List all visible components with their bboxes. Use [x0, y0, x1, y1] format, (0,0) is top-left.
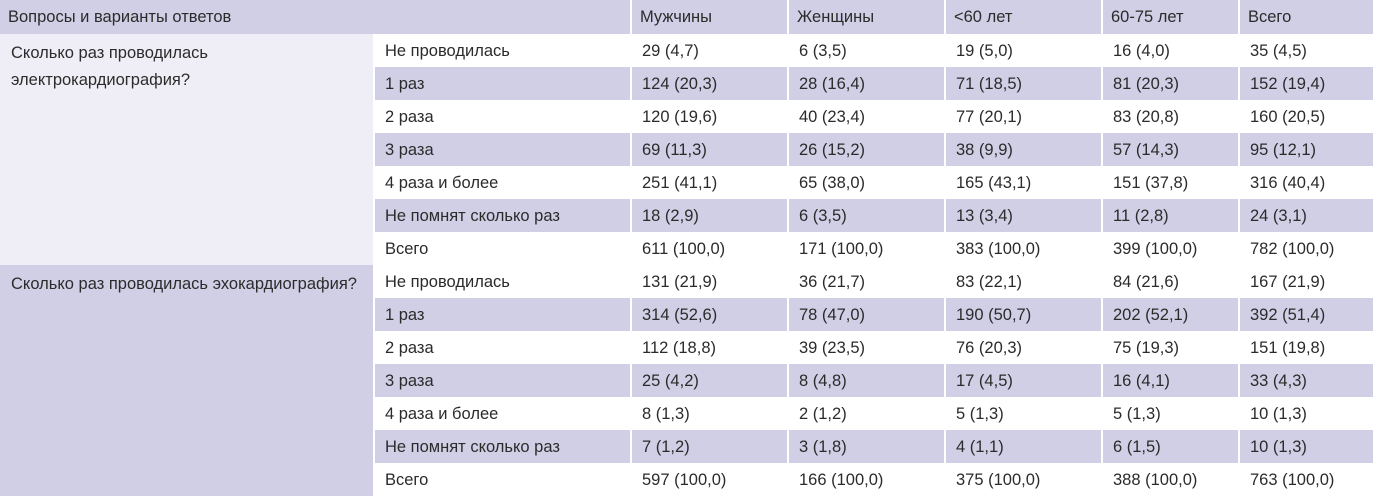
under-60-cell: 77 (20,1): [945, 100, 1102, 133]
age-60-75-cell: 75 (19,3): [1102, 331, 1239, 364]
answer-cell: Не помнят сколько раз: [374, 430, 631, 463]
men-cell: 251 (41,1): [631, 166, 788, 199]
header-total: Всего: [1239, 0, 1373, 34]
women-cell: 65 (38,0): [788, 166, 945, 199]
answer-cell: 2 раза: [374, 331, 631, 364]
total-cell: 10 (1,3): [1239, 430, 1373, 463]
women-cell: 8 (4,8): [788, 364, 945, 397]
age-60-75-cell: 16 (4,0): [1102, 34, 1239, 67]
answer-cell: Всего: [374, 463, 631, 496]
age-60-75-cell: 6 (1,5): [1102, 430, 1239, 463]
total-cell: 95 (12,1): [1239, 133, 1373, 166]
under-60-cell: 375 (100,0): [945, 463, 1102, 496]
women-cell: 40 (23,4): [788, 100, 945, 133]
total-cell: 316 (40,4): [1239, 166, 1373, 199]
question-cell: Сколько раз проводилась эхокардиография?: [0, 265, 374, 496]
header-under-60: <60 лет: [945, 0, 1102, 34]
men-cell: 131 (21,9): [631, 265, 788, 298]
header-60-75: 60-75 лет: [1102, 0, 1239, 34]
header-row: [0, 0, 1373, 34]
under-60-cell: 71 (18,5): [945, 67, 1102, 100]
under-60-cell: 383 (100,0): [945, 232, 1102, 265]
age-60-75-cell: 399 (100,0): [1102, 232, 1239, 265]
total-cell: 33 (4,3): [1239, 364, 1373, 397]
women-cell: 36 (21,7): [788, 265, 945, 298]
total-cell: 24 (3,1): [1239, 199, 1373, 232]
under-60-cell: 5 (1,3): [945, 397, 1102, 430]
under-60-cell: 76 (20,3): [945, 331, 1102, 364]
age-60-75-cell: 16 (4,1): [1102, 364, 1239, 397]
age-60-75-cell: 84 (21,6): [1102, 265, 1239, 298]
table-row: [0, 34, 1373, 67]
answer-cell: Всего: [374, 232, 631, 265]
answer-cell: 3 раза: [374, 133, 631, 166]
total-cell: 35 (4,5): [1239, 34, 1373, 67]
age-60-75-cell: 5 (1,3): [1102, 397, 1239, 430]
total-cell: 392 (51,4): [1239, 298, 1373, 331]
answer-cell: 2 раза: [374, 100, 631, 133]
answer-cell: 3 раза: [374, 364, 631, 397]
under-60-cell: 83 (22,1): [945, 265, 1102, 298]
women-cell: 26 (15,2): [788, 133, 945, 166]
answer-cell: 4 раза и более: [374, 397, 631, 430]
total-cell: 763 (100,0): [1239, 463, 1373, 496]
total-cell: 782 (100,0): [1239, 232, 1373, 265]
under-60-cell: 13 (3,4): [945, 199, 1102, 232]
women-cell: 171 (100,0): [788, 232, 945, 265]
under-60-cell: 4 (1,1): [945, 430, 1102, 463]
answer-cell: 1 раз: [374, 67, 631, 100]
women-cell: 6 (3,5): [788, 199, 945, 232]
age-60-75-cell: 81 (20,3): [1102, 67, 1239, 100]
total-cell: 152 (19,4): [1239, 67, 1373, 100]
total-cell: 10 (1,3): [1239, 397, 1373, 430]
answer-cell: Не проводилась: [374, 265, 631, 298]
men-cell: 29 (4,7): [631, 34, 788, 67]
answer-cell: Не помнят сколько раз: [374, 199, 631, 232]
table-row: [0, 265, 1373, 298]
total-cell: 151 (19,8): [1239, 331, 1373, 364]
men-cell: 314 (52,6): [631, 298, 788, 331]
men-cell: 597 (100,0): [631, 463, 788, 496]
age-60-75-cell: 11 (2,8): [1102, 199, 1239, 232]
under-60-cell: 17 (4,5): [945, 364, 1102, 397]
women-cell: 3 (1,8): [788, 430, 945, 463]
men-cell: 69 (11,3): [631, 133, 788, 166]
age-60-75-cell: 57 (14,3): [1102, 133, 1239, 166]
under-60-cell: 19 (5,0): [945, 34, 1102, 67]
header-women: Женщины: [788, 0, 945, 34]
women-cell: 78 (47,0): [788, 298, 945, 331]
age-60-75-cell: 83 (20,8): [1102, 100, 1239, 133]
age-60-75-cell: 388 (100,0): [1102, 463, 1239, 496]
women-cell: 2 (1,2): [788, 397, 945, 430]
men-cell: 611 (100,0): [631, 232, 788, 265]
under-60-cell: 38 (9,9): [945, 133, 1102, 166]
header-questions: Вопросы и варианты ответов: [0, 0, 631, 34]
total-cell: 160 (20,5): [1239, 100, 1373, 133]
men-cell: 112 (18,8): [631, 331, 788, 364]
header-men: Мужчины: [631, 0, 788, 34]
men-cell: 18 (2,9): [631, 199, 788, 232]
age-60-75-cell: 202 (52,1): [1102, 298, 1239, 331]
men-cell: 7 (1,2): [631, 430, 788, 463]
men-cell: 8 (1,3): [631, 397, 788, 430]
women-cell: 6 (3,5): [788, 34, 945, 67]
age-60-75-cell: 151 (37,8): [1102, 166, 1239, 199]
men-cell: 25 (4,2): [631, 364, 788, 397]
under-60-cell: 165 (43,1): [945, 166, 1102, 199]
answer-cell: 1 раз: [374, 298, 631, 331]
answer-cell: 4 раза и более: [374, 166, 631, 199]
men-cell: 120 (19,6): [631, 100, 788, 133]
under-60-cell: 190 (50,7): [945, 298, 1102, 331]
women-cell: 28 (16,4): [788, 67, 945, 100]
men-cell: 124 (20,3): [631, 67, 788, 100]
answer-cell: Не проводилась: [374, 34, 631, 67]
women-cell: 39 (23,5): [788, 331, 945, 364]
women-cell: 166 (100,0): [788, 463, 945, 496]
question-cell: Сколько раз проводилась электрокардиография?: [0, 34, 374, 265]
total-cell: 167 (21,9): [1239, 265, 1373, 298]
